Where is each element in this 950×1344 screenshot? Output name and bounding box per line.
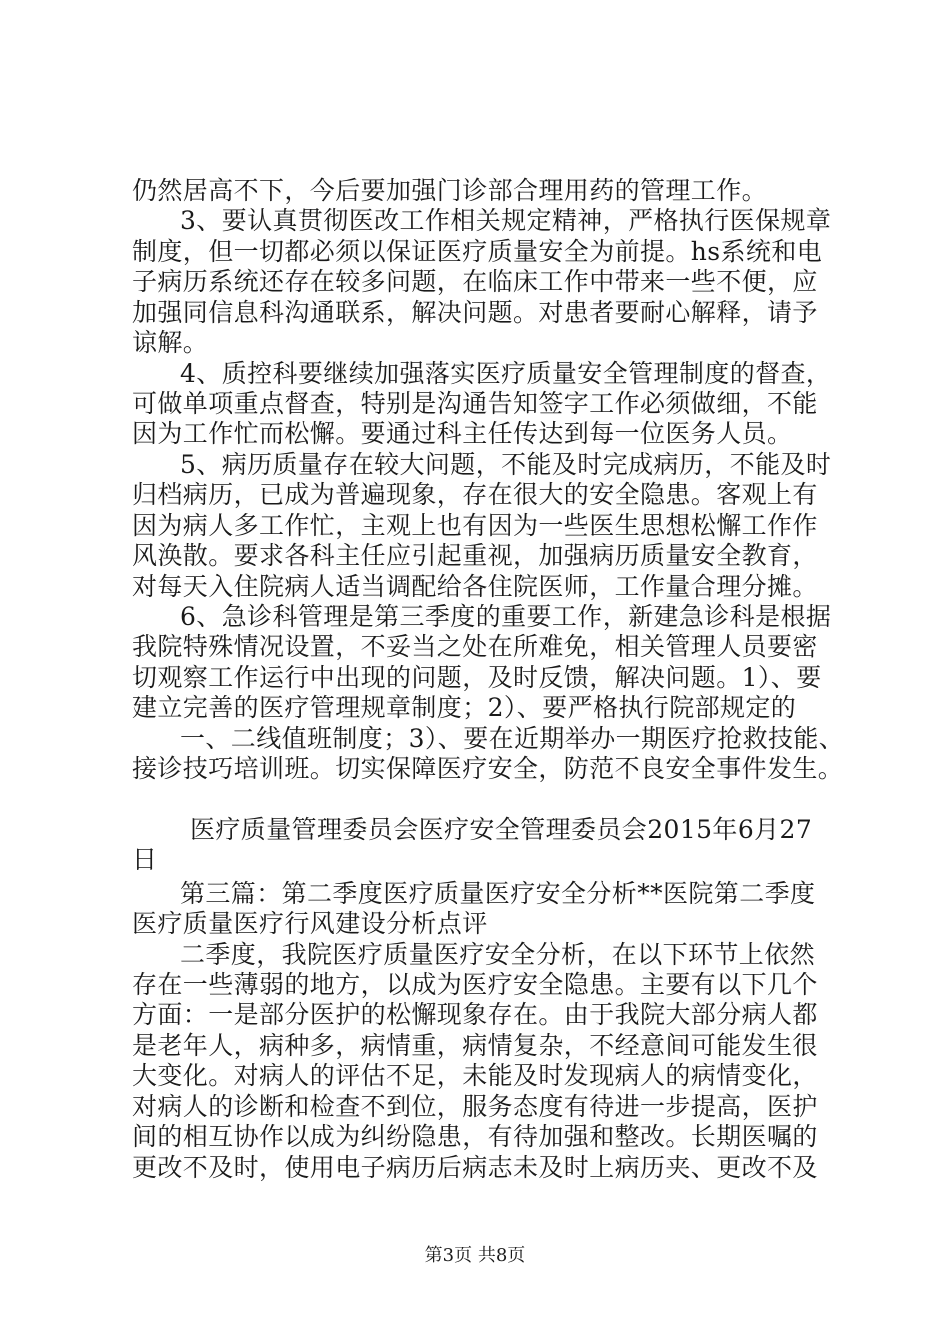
text-line: 更改不及时，使用电子病历后病志未及时上病历夹、更改不及 bbox=[132, 1153, 818, 1182]
signature-line: 日 bbox=[132, 845, 158, 874]
text-line: 6、急诊科管理是第三季度的重要工作，新建急诊科是根据 bbox=[180, 602, 832, 631]
text-line: 5、病历质量存在较大问题，不能及时完成病历，不能及时 bbox=[180, 450, 832, 479]
text-line: 我院特殊情况设置，不妥当之处在所难免，相关管理人员要密 bbox=[132, 632, 818, 661]
text-line: 大变化。对病人的评估不足，未能及时发现病人的病情变化， bbox=[132, 1061, 818, 1090]
text-line: 谅解。 bbox=[132, 328, 209, 357]
text-line: 间的相互协作以成为纠纷隐患，有待加强和整改。长期医嘱的 bbox=[132, 1122, 818, 1151]
page-number: 第3页 共8页 bbox=[424, 1245, 526, 1266]
text-line: 建立完善的医疗管理规章制度；2）、要严格执行院部规定的 bbox=[132, 693, 797, 722]
text-line: 仍然居高不下，今后要加强门诊部合理用药的管理工作。 bbox=[132, 176, 768, 205]
text-line: 对病人的诊断和检查不到位，服务态度有待进一步提高，医护 bbox=[132, 1092, 818, 1121]
text-line: 接诊技巧培训班。切实保障医疗安全，防范不良安全事件发生。 bbox=[132, 754, 844, 783]
text-line: 方面：一是部分医护的松懈现象存在。由于我院大部分病人都 bbox=[132, 1000, 818, 1029]
text-line: 3、要认真贯彻医改工作相关规定精神，严格执行医保规章 bbox=[180, 206, 832, 235]
text-line: 归档病历，已成为普遍现象，存在很大的安全隐患。客观上有 bbox=[132, 480, 818, 509]
text-line: 一、二线值班制度；3）、要在近期举办一期医疗抢救技能、 bbox=[180, 724, 845, 753]
signature-line: 医疗质量管理委员会医疗安全管理委员会2015年6月27 bbox=[190, 815, 813, 844]
section-heading: 第三篇：第二季度医疗质量医疗安全分析**医院第二季度 bbox=[180, 879, 816, 908]
text-line: 是老年人，病种多，病情重，病情复杂，不经意间可能发生很 bbox=[132, 1031, 818, 1060]
text-line: 加强同信息科沟通联系，解决问题。对患者要耐心解释，请予 bbox=[132, 298, 818, 327]
text-line: 制度，但一切都必须以保证医疗质量安全为前提。hs系统和电 bbox=[132, 237, 823, 266]
section-heading: 医疗质量医疗行风建设分析点评 bbox=[132, 909, 488, 938]
text-line: 因为工作忙而松懈。要通过科主任传达到每一位医务人员。 bbox=[132, 419, 793, 448]
text-line: 4、质控科要继续加强落实医疗质量安全管理制度的督查， bbox=[180, 359, 832, 388]
text-line: 二季度，我院医疗质量医疗安全分析，在以下环节上依然 bbox=[180, 940, 816, 969]
text-line: 子病历系统还存在较多问题，在临床工作中带来一些不便，应 bbox=[132, 267, 818, 296]
text-line: 可做单项重点督查，特别是沟通告知签字工作必须做细，不能 bbox=[132, 389, 818, 418]
text-line: 风涣散。要求各科主任应引起重视，加强病历质量安全教育， bbox=[132, 541, 818, 570]
text-line: 对每天入住院病人适当调配给各住院医师，工作量合理分摊。 bbox=[132, 572, 818, 601]
text-line: 切观察工作运行中出现的问题，及时反馈，解决问题。1）、要 bbox=[132, 663, 822, 692]
text-line: 存在一些薄弱的地方，以成为医疗安全隐患。主要有以下几个 bbox=[132, 970, 818, 999]
text-line: 因为病人多工作忙，主观上也有因为一些医生思想松懈工作作 bbox=[132, 511, 818, 540]
